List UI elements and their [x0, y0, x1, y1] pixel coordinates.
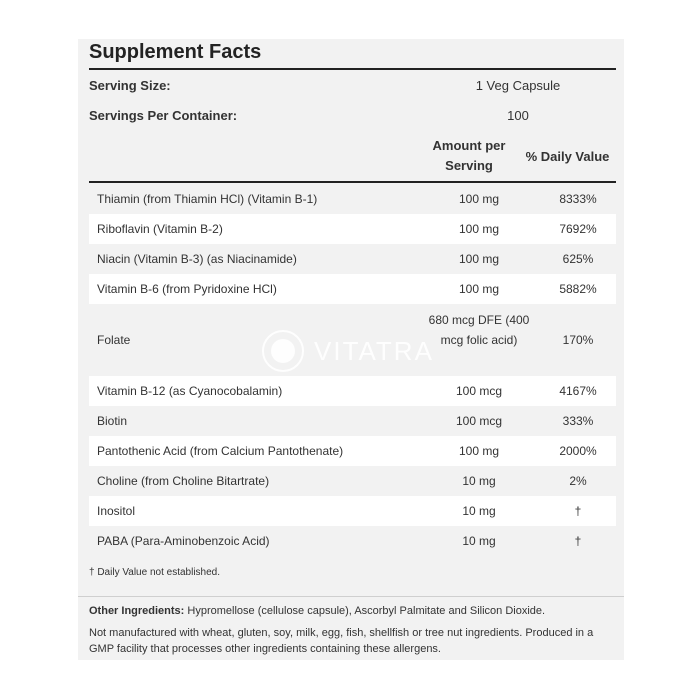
table-row — [89, 376, 616, 406]
nutrient-amount: 100 mcg — [455, 414, 503, 428]
nutrient-amount: 100 mg — [458, 282, 500, 296]
table-row — [89, 406, 616, 436]
servings-per-container-label: Servings Per Container: — [89, 108, 238, 123]
nutrient-daily-value: 5882% — [559, 282, 597, 296]
nutrient-name: Inositol — [97, 504, 136, 518]
nutrient-name: Folate — [97, 333, 131, 347]
nutrient-amount: 100 mg — [458, 252, 500, 266]
table-row — [89, 184, 616, 214]
table-row — [89, 436, 616, 466]
nutrient-name: Biotin — [97, 414, 128, 428]
servings-per-container-value: 100 — [507, 108, 529, 123]
nutrient-amount: 100 mg — [458, 222, 500, 236]
nutrient-daily-value: 2% — [569, 474, 587, 488]
other-ingredients-label: Other Ingredients: — [89, 605, 185, 617]
nutrient-amount: 680 mcg DFE (400 mcg folic acid) — [428, 313, 530, 347]
nutrient-amount: 10 mg — [462, 504, 496, 518]
other-ingredients — [89, 605, 614, 617]
panel-title: Supplement Facts — [89, 41, 262, 63]
nutrient-amount: 10 mg — [462, 474, 496, 488]
watermark-text: VITATRA — [314, 335, 434, 366]
nutrient-amount: 10 mg — [462, 534, 496, 548]
nutrient-daily-value: 8333% — [559, 192, 597, 206]
table-row — [89, 466, 616, 496]
table-row — [89, 244, 616, 274]
nutrient-amount: 100 mcg — [455, 384, 503, 398]
amount-per-serving-header: Amount per Serving — [432, 138, 506, 173]
nutrient-name: Niacin (Vitamin B-3) (as Niacinamide) — [97, 252, 297, 266]
table-row — [89, 274, 616, 304]
nutrient-daily-value: 2000% — [559, 444, 597, 458]
nutrient-daily-value: 4167% — [559, 384, 597, 398]
supplement-facts-panel — [78, 39, 624, 660]
other-ingredients-text: Hypromellose (cellulose capsule), Ascorbyl Palmitate and Silicon Dioxide. — [187, 605, 546, 617]
nutrient-daily-value: † — [574, 534, 582, 548]
table-divider — [89, 181, 616, 183]
nutrient-name: Vitamin B-6 (from Pyridoxine HCl) — [97, 282, 277, 296]
nutrient-daily-value: 333% — [562, 414, 594, 428]
nutrient-name: PABA (Para-Aminobenzoic Acid) — [97, 534, 270, 548]
daily-value-header: % Daily Value — [525, 149, 610, 164]
nutrient-name: Choline (from Choline Bitartrate) — [97, 474, 270, 488]
nutrient-name: Thiamin (from Thiamin HCl) (Vitamin B-1) — [97, 192, 318, 206]
title-divider — [89, 68, 616, 70]
allergen-statement: Not manufactured with wheat, gluten, soy, milk, egg, fish, shellfish or tree nut ingredients. Produced in a GMP facility that processes other ingredients containing these allergens. — [89, 627, 594, 655]
nutrient-name: Vitamin B-12 (as Cyanocobalamin) — [97, 384, 283, 398]
serving-size-value: 1 Veg Capsule — [475, 78, 561, 93]
nutrient-name: Pantothenic Acid (from Calcium Pantothenate) — [97, 444, 344, 458]
serving-size-label: Serving Size: — [89, 78, 171, 93]
nutrient-daily-value: † — [574, 504, 582, 518]
nutrient-daily-value: 625% — [562, 252, 594, 266]
nutrient-amount: 100 mg — [458, 444, 500, 458]
watermark — [262, 330, 434, 372]
nutrient-amount: 100 mg — [458, 192, 500, 206]
nutrient-daily-value: 7692% — [559, 222, 597, 236]
table-row — [89, 214, 616, 244]
nutrient-name: Riboflavin (Vitamin B-2) — [97, 222, 223, 236]
section-divider — [78, 596, 624, 597]
table-row — [89, 526, 616, 556]
watermark-logo-icon — [262, 330, 304, 372]
footnote: † Daily Value not established. — [89, 567, 221, 578]
nutrient-daily-value: 170% — [562, 333, 594, 347]
table-row — [89, 496, 616, 526]
